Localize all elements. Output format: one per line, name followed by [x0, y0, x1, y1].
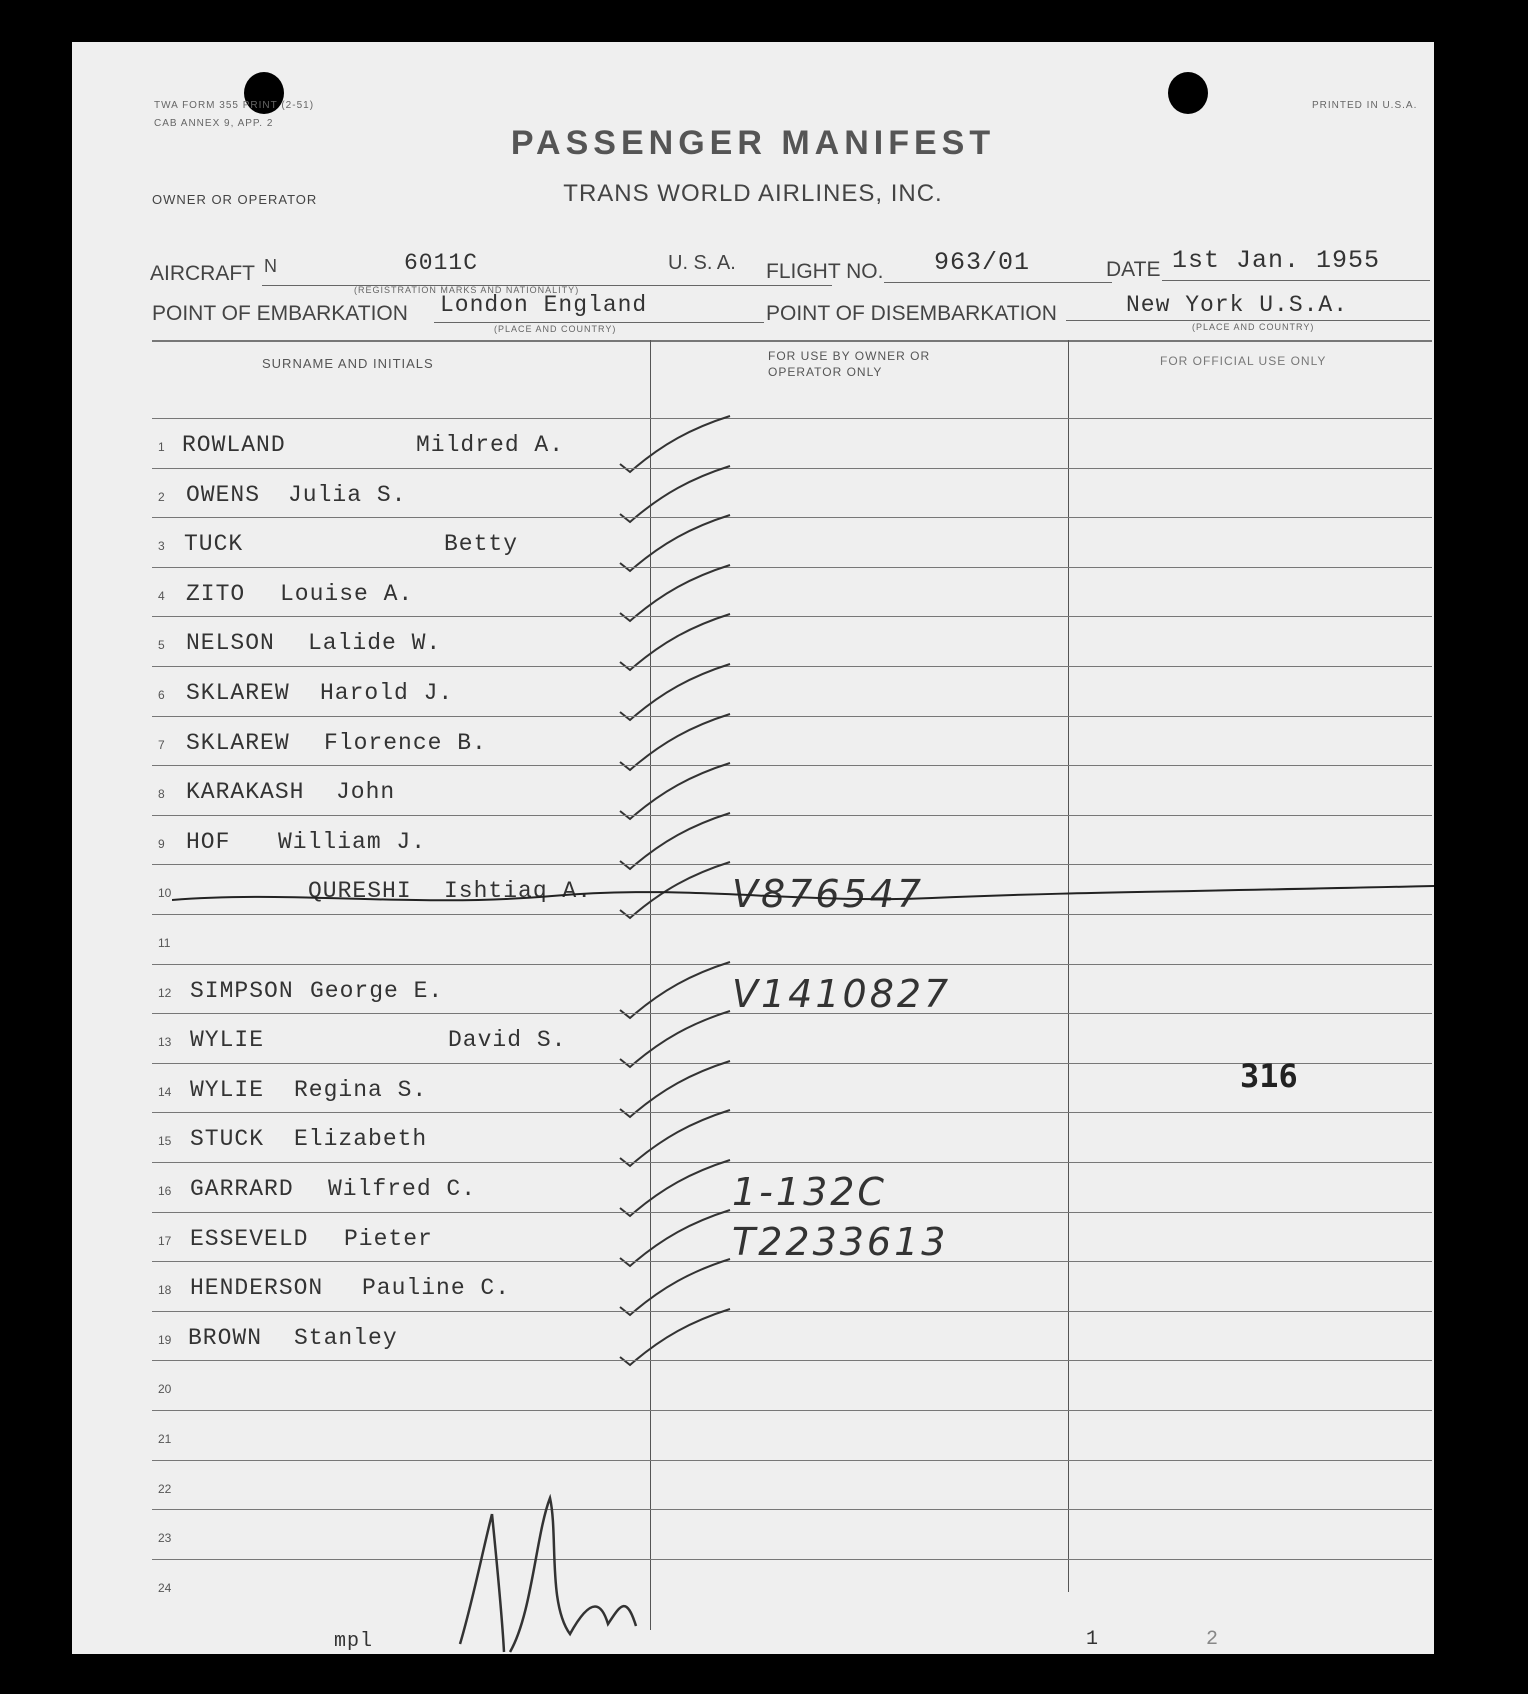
operator-name: TRANS WORLD AIRLINES, INC. — [563, 180, 943, 207]
passenger-surname: GARRARD — [190, 1176, 294, 1202]
passenger-given-name: Julia S. — [288, 481, 407, 508]
passport-note: V876547 — [732, 872, 925, 917]
row-divider — [152, 1360, 1432, 1361]
date-value: 1st Jan. 1955 — [1172, 246, 1381, 275]
manifest-sheet — [72, 42, 1434, 1654]
passenger-surname: OWENS — [186, 481, 261, 508]
footer-page-total: 2 — [1206, 1628, 1220, 1651]
row-divider — [152, 1509, 1432, 1510]
row-number: 4 — [158, 588, 165, 603]
passenger-given-name: John — [336, 779, 396, 806]
signature — [452, 1494, 712, 1654]
row-number: 23 — [158, 1531, 172, 1546]
row-number: 22 — [158, 1481, 172, 1496]
cancel-line — [172, 882, 1434, 922]
check-mark — [612, 1307, 742, 1377]
row-divider — [152, 666, 1432, 667]
row-number: 6 — [158, 688, 165, 702]
passenger-surname: TUCK — [184, 531, 244, 558]
column-header-official: FOR OFFICIAL USE ONLY — [1160, 354, 1327, 368]
row-number: 11 — [158, 936, 171, 950]
passenger-surname: WYLIE — [190, 1076, 265, 1103]
passenger-given-name: Louise A. — [280, 580, 414, 607]
passport-note: T2233613 — [732, 1219, 949, 1264]
passenger-surname: ESSEVELD — [190, 1225, 309, 1252]
passenger-surname: HENDERSON — [190, 1275, 324, 1302]
row-divider — [152, 616, 1432, 617]
passenger-given-name: Stanley — [294, 1324, 398, 1351]
aircraft-registration: 6011C — [404, 250, 479, 276]
row-divider — [152, 765, 1432, 766]
printed-note: PRINTED IN U.S.A. — [1312, 100, 1418, 111]
date-label: DATE — [1106, 258, 1161, 281]
aircraft-caption: (REGISTRATION MARKS AND NATIONALITY) — [354, 285, 580, 295]
passenger-surname: WYLIE — [190, 1027, 265, 1054]
punch-hole-right — [1168, 72, 1208, 114]
row-divider — [152, 1410, 1432, 1411]
row-number: 1 — [158, 440, 165, 454]
passenger-surname: KARAKASH — [186, 779, 305, 806]
passenger-given-name: Mildred A. — [416, 432, 565, 458]
row-number: 7 — [158, 737, 165, 752]
disembarkation-caption: (PLACE AND COUNTRY) — [1192, 322, 1315, 332]
flight-label: FLIGHT NO. — [766, 260, 884, 283]
passenger-surname: QURESHI — [308, 878, 412, 905]
row-divider — [152, 1112, 1432, 1113]
row-divider — [152, 864, 1432, 865]
footer-initials: mpl — [334, 1630, 374, 1653]
passenger-given-name: Harold J. — [320, 680, 454, 706]
row-number: 20 — [158, 1382, 172, 1397]
form-number: TWA FORM 355 PRINT (2-51) — [154, 100, 315, 111]
embarkation-label: POINT OF EMBARKATION — [152, 302, 408, 325]
row-number: 13 — [158, 1035, 172, 1050]
aircraft-prefix: N — [264, 256, 277, 276]
row-number: 2 — [158, 489, 165, 504]
passenger-given-name: Regina S. — [294, 1076, 428, 1103]
passenger-given-name: Elizabeth — [294, 1126, 428, 1153]
official-stamp-number: 316 — [1240, 1057, 1298, 1095]
passenger-surname: BROWN — [188, 1324, 263, 1351]
row-number: 19 — [158, 1332, 172, 1347]
row-number: 10 — [158, 886, 172, 901]
row-number: 12 — [158, 985, 172, 1000]
row-number: 18 — [158, 1283, 172, 1298]
row-number: 21 — [158, 1432, 172, 1446]
row-divider — [152, 716, 1432, 717]
passenger-given-name: Lalide W. — [308, 630, 442, 657]
aircraft-nationality: U. S. A. — [668, 252, 736, 274]
passenger-given-name: Ishtiaq A. — [444, 878, 593, 905]
passenger-given-name: Pieter — [344, 1225, 433, 1252]
passenger-given-name: Florence B. — [324, 729, 487, 756]
row-number: 17 — [158, 1233, 172, 1248]
embarkation-place: London England — [440, 292, 648, 318]
footer-page: 1 — [1086, 1628, 1100, 1651]
passenger-given-name: William J. — [278, 828, 427, 855]
row-number: 14 — [158, 1084, 172, 1099]
passenger-given-name: Betty — [444, 531, 519, 558]
row-number: 15 — [158, 1134, 172, 1149]
passenger-surname: SKLAREW — [186, 729, 290, 756]
passenger-surname: ROWLAND — [182, 432, 286, 458]
passenger-surname: SKLAREW — [186, 680, 290, 706]
embarkation-caption: (PLACE AND COUNTRY) — [494, 324, 617, 334]
disembarkation-place: New York U.S.A. — [1126, 292, 1349, 318]
row-divider — [152, 517, 1432, 518]
row-divider — [152, 1013, 1432, 1014]
column-header-owner: FOR USE BY OWNER OR OPERATOR ONLY — [768, 349, 931, 379]
row-divider — [152, 468, 1432, 469]
passport-note: 1-132C — [732, 1170, 887, 1214]
row-number: 5 — [158, 638, 165, 653]
row-divider — [152, 418, 1432, 419]
row-divider — [152, 1261, 1432, 1262]
row-divider — [152, 1559, 1432, 1560]
row-number: 24 — [158, 1580, 172, 1595]
operator-label: OWNER OR OPERATOR — [152, 192, 318, 207]
passenger-surname: STUCK — [190, 1126, 265, 1153]
passport-note: V1410827 — [732, 971, 952, 1016]
disembarkation-label: POINT OF DISEMBARKATION — [766, 302, 1057, 325]
flight-number: 963/01 — [934, 248, 1031, 277]
row-number: 9 — [158, 836, 165, 851]
passenger-given-name: George E. — [310, 977, 444, 1004]
column-header-name: SURNAME AND INITIALS — [262, 356, 434, 371]
aircraft-label: AIRCRAFT — [150, 262, 255, 285]
passenger-surname: HOF — [186, 828, 231, 855]
passenger-surname: ZITO — [186, 580, 246, 607]
row-divider — [152, 964, 1432, 965]
row-divider — [152, 1460, 1432, 1461]
row-divider — [152, 1212, 1432, 1213]
passenger-given-name: Wilfred C. — [328, 1176, 477, 1202]
row-number: 16 — [158, 1184, 172, 1198]
passenger-given-name: Pauline C. — [362, 1275, 511, 1302]
row-divider — [152, 815, 1432, 816]
row-number: 8 — [158, 787, 165, 802]
row-divider — [152, 567, 1432, 568]
form-annex: CAB ANNEX 9, APP. 2 — [154, 118, 274, 129]
row-divider — [152, 1311, 1432, 1312]
page-title: PASSENGER MANIFEST — [510, 124, 996, 162]
passenger-given-name: David S. — [448, 1027, 567, 1054]
row-number: 3 — [158, 539, 165, 554]
passenger-surname: SIMPSON — [190, 977, 294, 1004]
row-divider — [152, 1162, 1432, 1163]
passenger-surname: NELSON — [186, 630, 275, 657]
